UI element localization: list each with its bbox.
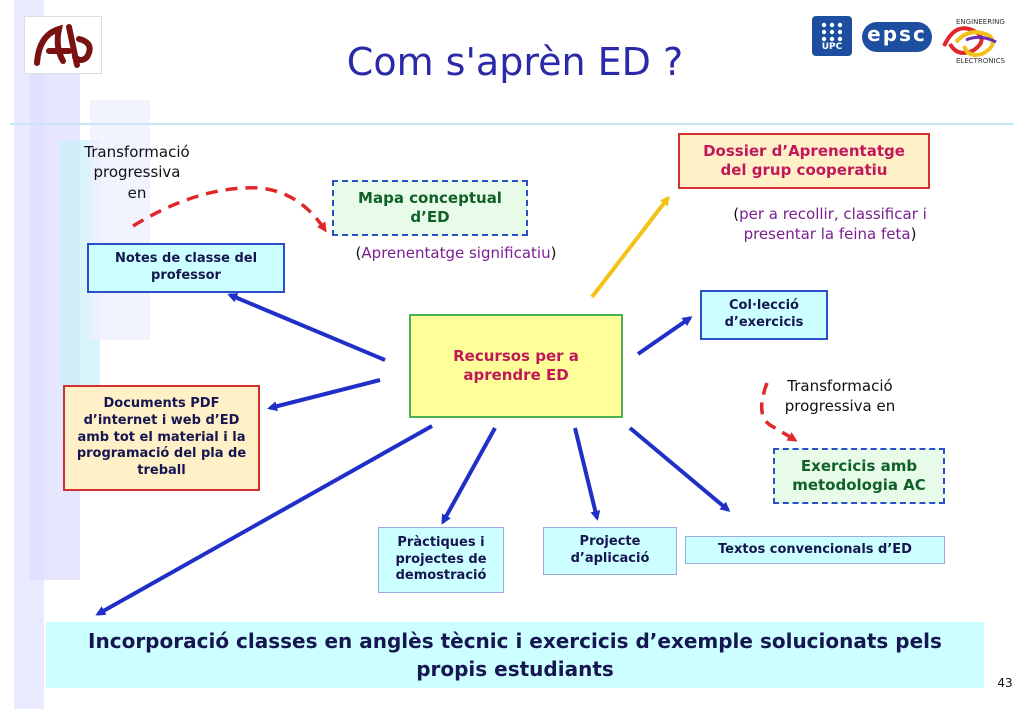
center-box-recursos xyxy=(409,314,623,418)
node-textos xyxy=(685,536,945,564)
node-practiques-label: Pràctiques i projectes de demostració xyxy=(395,534,487,584)
arrow-to-notes xyxy=(230,295,385,360)
node-dossier-note-text: per a recollir, classificar i presentar la feina feta xyxy=(739,205,927,244)
node-mapa xyxy=(332,180,528,236)
node-collection-label: Col·lecció d’exercicis xyxy=(724,298,804,330)
page-number: 43 xyxy=(997,676,1013,690)
node-dossier-label: Dossier d’Aprenentatge del grup cooperatiu xyxy=(703,141,905,179)
node-mapa-note: (Aprenentatge significatiu) xyxy=(355,244,557,262)
node-exercicis-ac-label: Exercicis amb metodologia AC xyxy=(792,456,926,494)
arrow-to-dossier xyxy=(592,198,668,297)
node-notes xyxy=(87,243,285,293)
epsc-logo: epsc xyxy=(862,22,932,52)
node-documents xyxy=(63,385,260,491)
node-mapa-label: Mapa conceptual d’ED xyxy=(358,188,502,226)
node-incorporacio-label: Incorporació classes en anglès tècnic i exercicis d’exemple solucionats pels propis estudiants xyxy=(88,629,942,681)
arrow-to-projecte xyxy=(575,428,597,518)
node-dossier-note: (per a recollir, classificar i presentar la feina feta) xyxy=(733,205,927,244)
page-title: Com s'aprèn ED ? xyxy=(346,40,684,84)
node-exercicis-ac xyxy=(773,448,945,504)
arrow-to-practiques xyxy=(443,428,495,522)
node-dossier xyxy=(678,133,930,189)
node-practiques xyxy=(378,527,504,593)
node-documents-label: Documents PDF d’internet i web d’ED amb tot el material i la programació del pla de treball xyxy=(76,395,247,479)
node-notes-label: Notes de classe del professor xyxy=(114,251,258,283)
node-collection xyxy=(700,290,828,340)
svg-text:ELECTRONICS: ELECTRONICS xyxy=(956,57,1005,64)
svg-text:ENGINEERING: ENGINEERING xyxy=(956,18,1005,26)
node-mapa-note-text: Aprenentatge significatiu xyxy=(361,244,551,262)
arrow-to-textos xyxy=(630,428,728,510)
transform-label-right: Transformació progressiva en xyxy=(784,377,896,416)
node-textos-label: Textos convencionals d’ED xyxy=(718,541,912,557)
upc-logo-text: UPC xyxy=(821,42,843,52)
transform-label-top: Transformació progressiva en xyxy=(84,143,190,202)
node-projecte-label: Projecte d’aplicació xyxy=(570,534,650,566)
arrow-to-documents xyxy=(270,380,380,408)
node-projecte xyxy=(543,527,677,575)
center-box-label: Recursos per a aprendre ED xyxy=(453,346,579,384)
arrow-to-collection xyxy=(638,318,690,354)
node-incorporacio xyxy=(46,622,984,688)
